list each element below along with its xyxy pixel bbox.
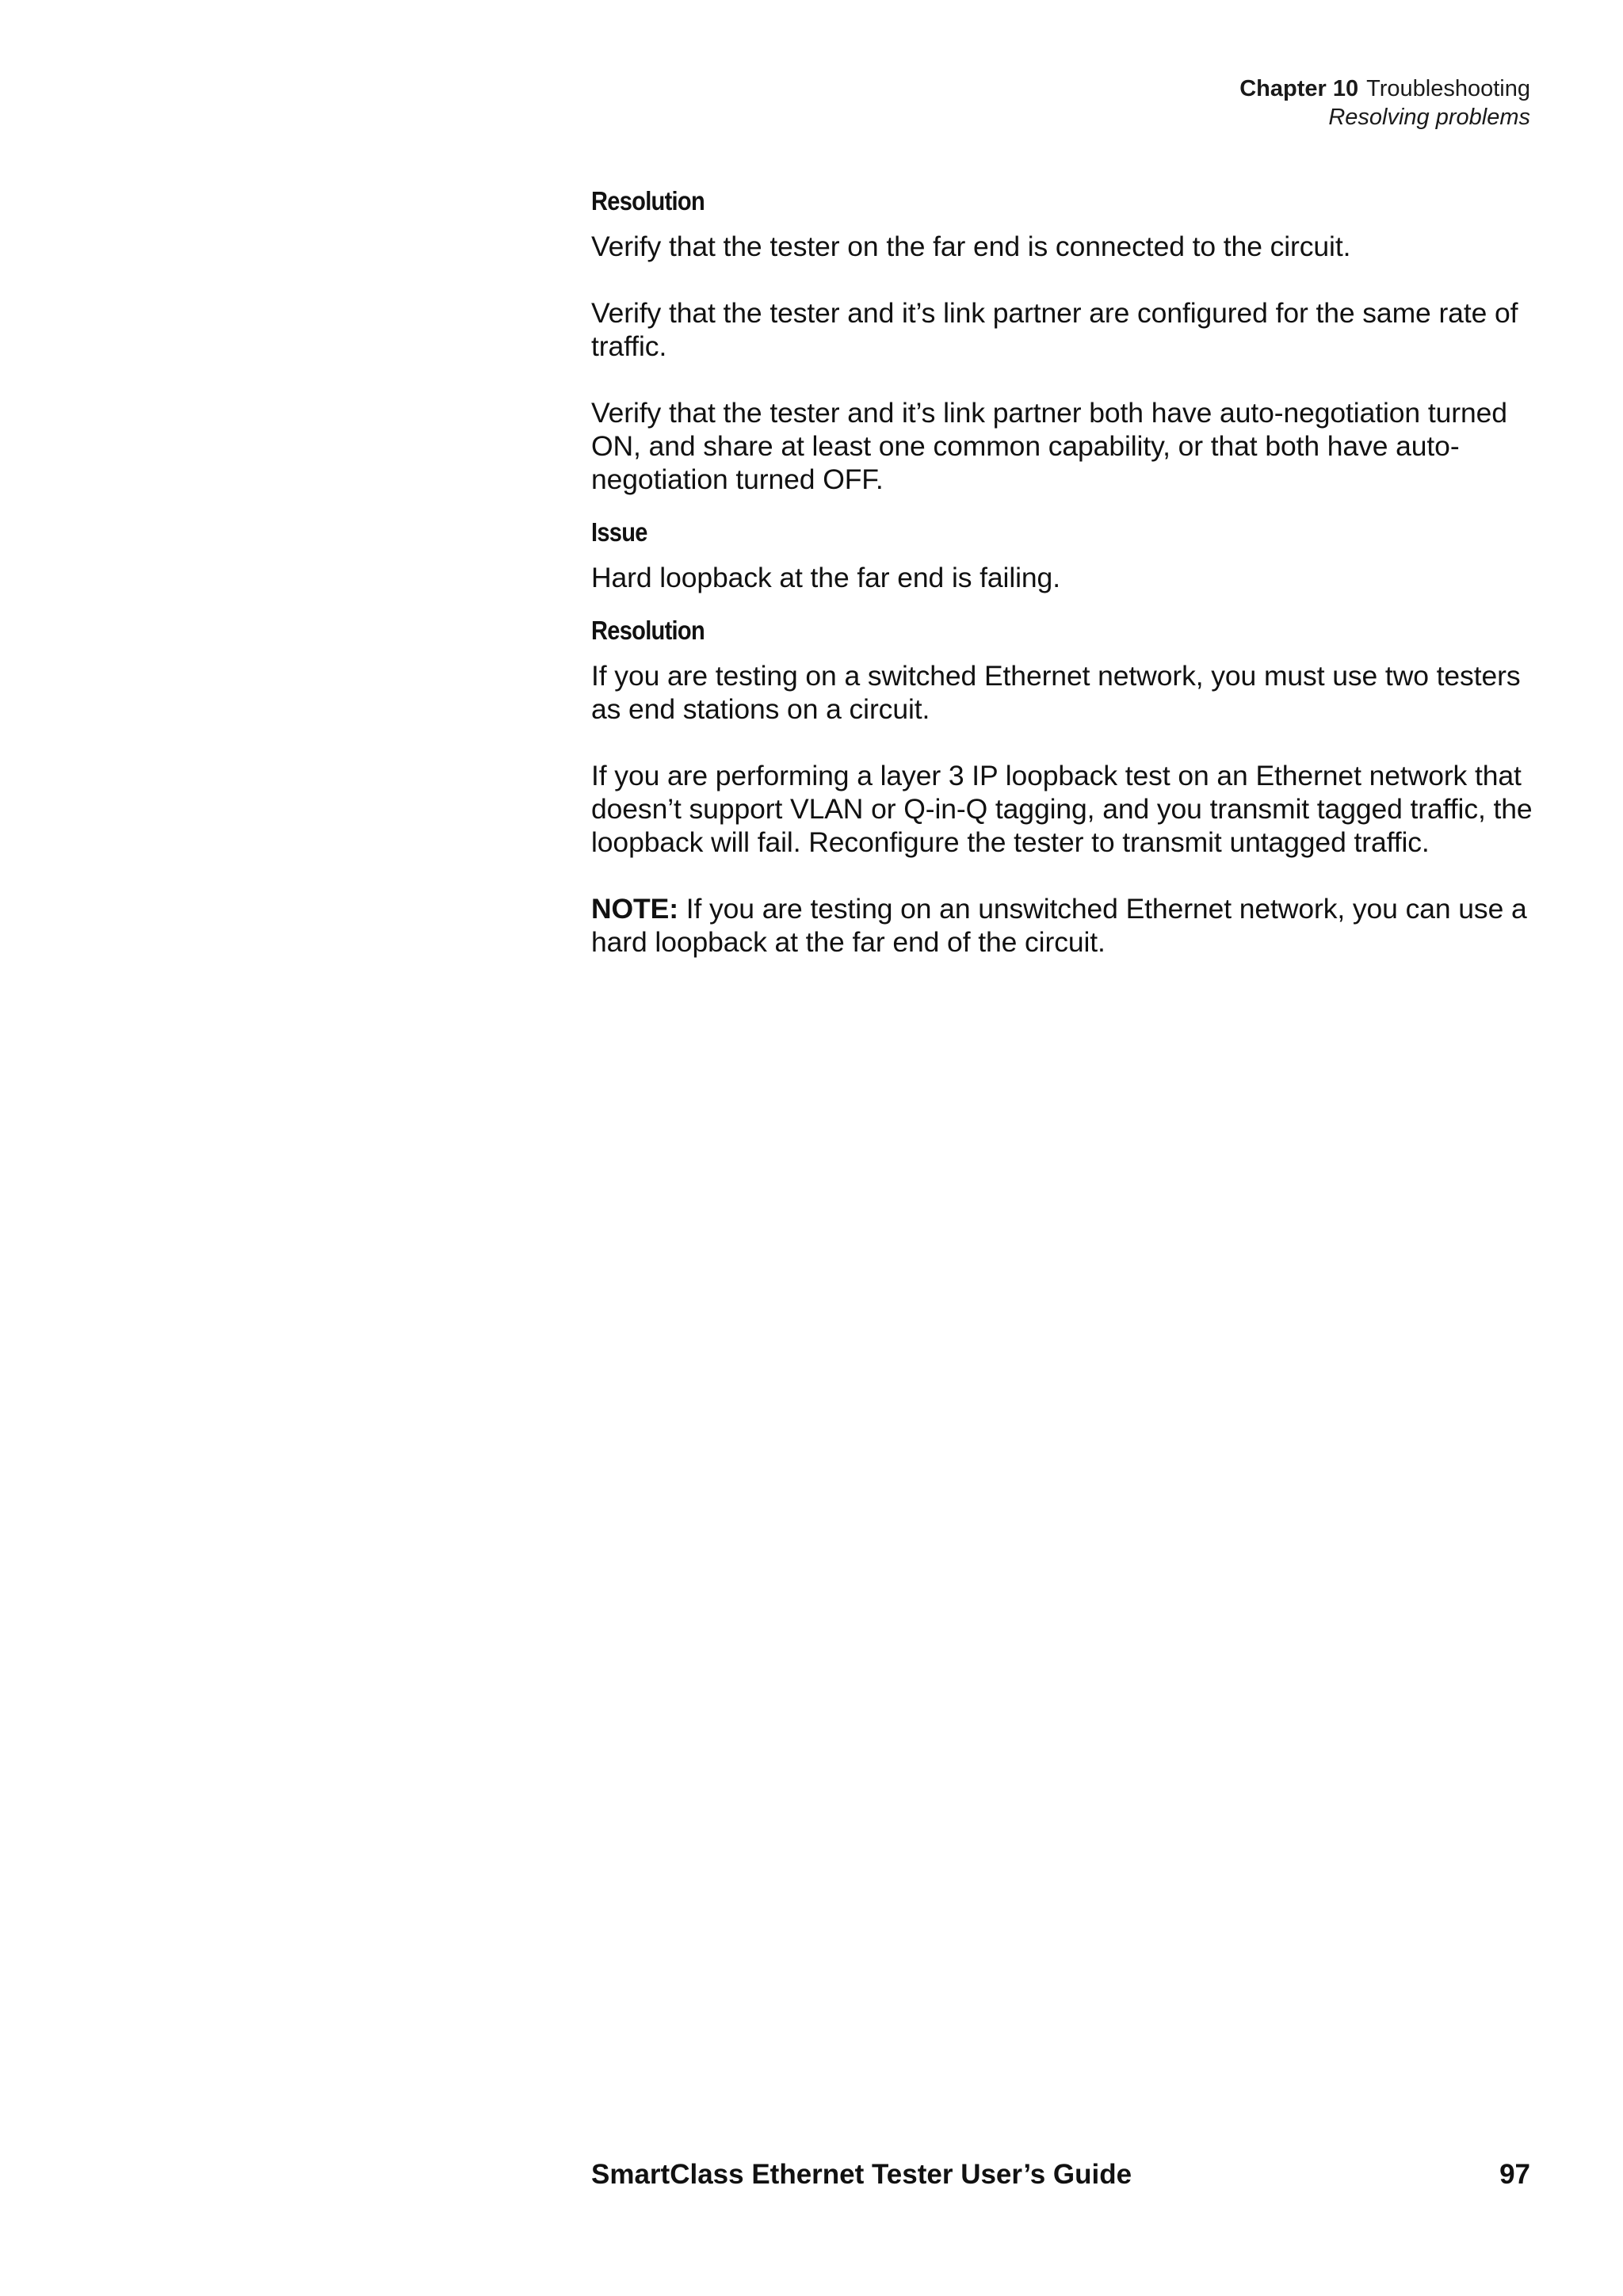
note-label: NOTE:: [591, 893, 678, 925]
chapter-title: Troubleshooting: [1366, 76, 1530, 101]
resolution-heading-1: Resolution: [591, 186, 705, 215]
running-header: [1239, 74, 1530, 132]
issue-heading: Issue: [591, 517, 647, 547]
resolution-1-para-3: Verify that the tester and it’s link partner both have auto-negotiation turned ON, and share at least one common capability, or that both have auto-negotiation turned OFF.: [591, 397, 1507, 495]
issue-para: Hard loopback at the far end is failing.: [591, 562, 1060, 593]
resolution-1-para-2: Verify that the tester and it’s link partner are configured for the same rate of traffic.: [591, 297, 1518, 362]
section-title: Resolving problems: [1328, 105, 1530, 130]
chapter-label: Chapter 10: [1239, 76, 1359, 101]
note-text: If you are testing on an unswitched Ethernet network, you can use a hard loopback at the far end of the circuit.: [591, 893, 1527, 958]
note-para: [591, 892, 1542, 959]
resolution-1-para-1: Verify that the tester on the far end is connected to the circuit.: [591, 231, 1351, 262]
main-content: [591, 185, 1542, 992]
page-number: 97: [1499, 2159, 1530, 2190]
resolution-heading-2: Resolution: [591, 616, 705, 645]
resolution-2-para-1: If you are testing on a switched Ethernet network, you must use two testers as end stations on a circuit.: [591, 660, 1521, 725]
footer-guide-title: SmartClass Ethernet Tester User’s Guide: [591, 2159, 1132, 2190]
resolution-2-para-2: If you are performing a layer 3 IP loopback test on an Ethernet network that doesn’t support VLAN or Q-in-Q tagging, and you transmit tagged traffic, the loopback will fail. Reconfigure the tester to transmit untagged traffic.: [591, 760, 1533, 858]
chapter-line: [1239, 74, 1530, 103]
